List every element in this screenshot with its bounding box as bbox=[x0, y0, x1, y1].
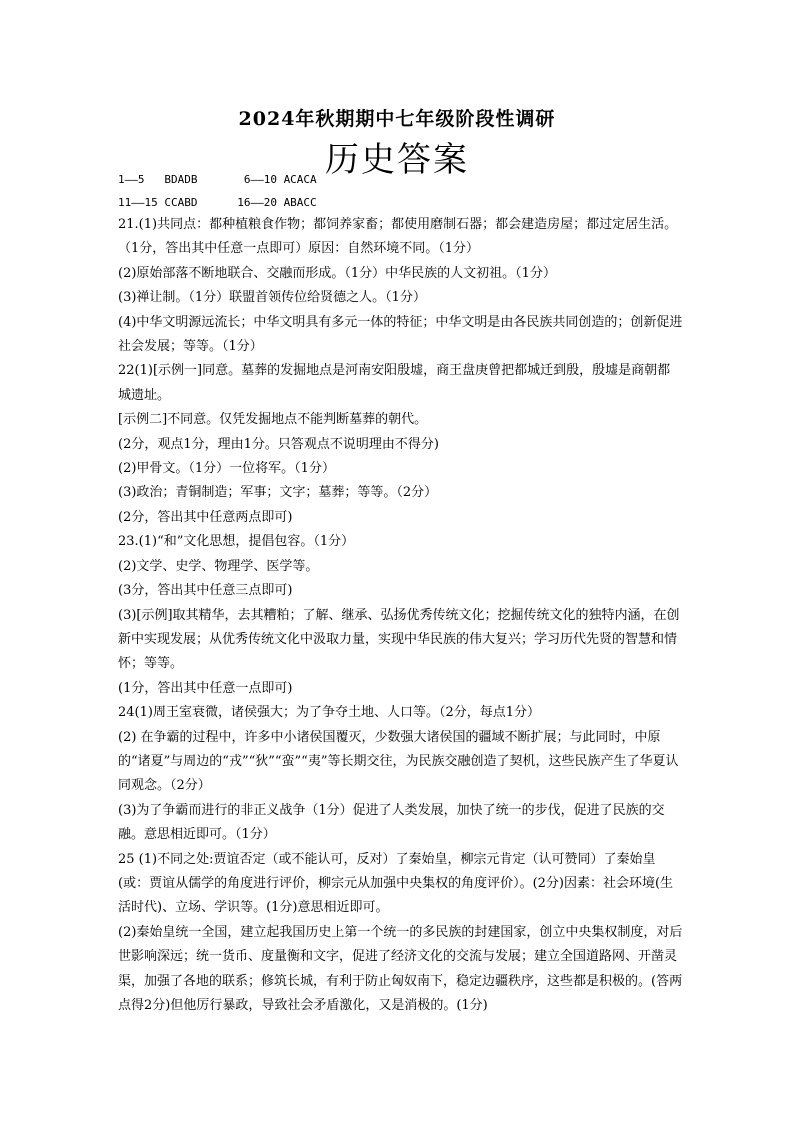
q21-3: (3)禅让制。（1分）联盟首领传位给贤德之人。（1分） bbox=[118, 290, 426, 306]
q22-3: (3)政治；青铜制造；军事；文字；墓葬；等等。（2分） bbox=[118, 485, 438, 501]
q24-2: (2) 在争霸的过程中，许多中小诸侯国覆灭，少数强大诸侯国的疆域不断扩展；与此同时，中原的“诸夏”与周边的“戎”“狄”“蛮”“夷”等长期交往，为民族交融创造了契机，这些民族产生了华夏认同观念。（2分） bbox=[118, 729, 679, 794]
q23-3-scoring: (1分，答出其中任意一点即可) bbox=[118, 680, 293, 696]
q22-1-example-2: [示例二]不同意。仅凭发掘地点不能判断墓葬的朝代。 bbox=[118, 412, 428, 428]
answer-body bbox=[118, 213, 683, 1018]
choice-answers-row-1: 1——5 BDADB 6——10 ACACA bbox=[118, 173, 317, 186]
q23-2: (2)文学、史学、物理学、医学等。 bbox=[118, 558, 319, 574]
choice-answers-row-2: 11——15 CCABD 16——20 ABACC bbox=[118, 196, 317, 209]
q21-4: (4)中华文明源远流长；中华文明具有多元一体的特征；中华文明是由各民族共同创造的；创新促进社会发展；等等。（1分） bbox=[118, 314, 683, 355]
q21-2: (2)原始部落不断地联合、交融而形成。（1分）中华民族的人文初祖。（1分） bbox=[118, 265, 556, 281]
q21-1: 21.(1)共同点：都种植粮食作物；都饲养家畜；都使用磨制石器；都会建造房屋；都过定居生活。（1分，答出其中任意一点即可）原因：自然环境不同。（1分） bbox=[118, 217, 678, 257]
q24-3: (3)为了争霸而进行的非正义战争（1分）促进了人类发展，加快了统一的步伐，促进了民族的交融。意思相近即可。（1分） bbox=[118, 802, 665, 843]
q22-1-scoring: (2分，观点1分，理由1分。只答观点不说明理由不得分) bbox=[118, 436, 439, 452]
q22-1-example-1: 22(1)[示例一]同意。墓葬的发掘地点是河南安阳殷墟，商王盘庚曾把都城迁到殷，殷墟是商朝都城遗址。 bbox=[118, 363, 671, 403]
q23-1: 23.(1)“和”文化思想，提倡包容。（1分） bbox=[118, 534, 355, 550]
q22-3-scoring: (2分，答出其中任意两点即可) bbox=[118, 509, 293, 525]
document-subtitle: 历史答案 bbox=[325, 140, 469, 180]
q23-2-scoring: (3分，答出其中任意三点即可) bbox=[118, 583, 293, 599]
document-title: 2024年秋期期中七年级阶段性调研 bbox=[238, 108, 556, 130]
q25-1: 25 (1)不同之处:贾谊否定（或不能认可，反对）了秦始皇，柳宗元肯定（认可赞同）了秦始皇(或：贾谊从儒学的角度进行评价，柳宗元从加强中央集权的角度评价）。(2分)因素：社会环境(生活时代)、立场、学识等。(1分)意思相近即可。 bbox=[118, 851, 674, 916]
q22-2: (2)甲骨文。（1分）一位将军。（1分） bbox=[118, 461, 335, 477]
q25-2: (2)秦始皇统一全国，建立起我国历史上第一个统一的多民族的封建国家，创立中央集权制度，对后世影响深远；统一货币、度量衡和文字，促进了经济文化的交流与发展；建立全国道路网、开凿灵渠，加强了各地的联系；修筑长城，有利于防止匈奴南下，稳定边疆秩序，这些都是积极的。(答两点得2分)但他厉行暴政，导致社会矛盾激化，又是消极的。(1分) bbox=[118, 924, 683, 1013]
q23-3: (3)[示例]取其精华，去其糟粕；了解、继承、弘扬优秀传统文化；挖掘传统文化的独特内涵，在创新中实现发展；从优秀传统文化中汲取力量，实现中华民族的伟大复兴；学习历代先贤的智慧和情怀；等等。 bbox=[118, 607, 680, 672]
q24-1: 24(1)周王室衰微，诸侯强大；为了争夺土地、人口等。（2分，每点1分） bbox=[118, 705, 540, 721]
